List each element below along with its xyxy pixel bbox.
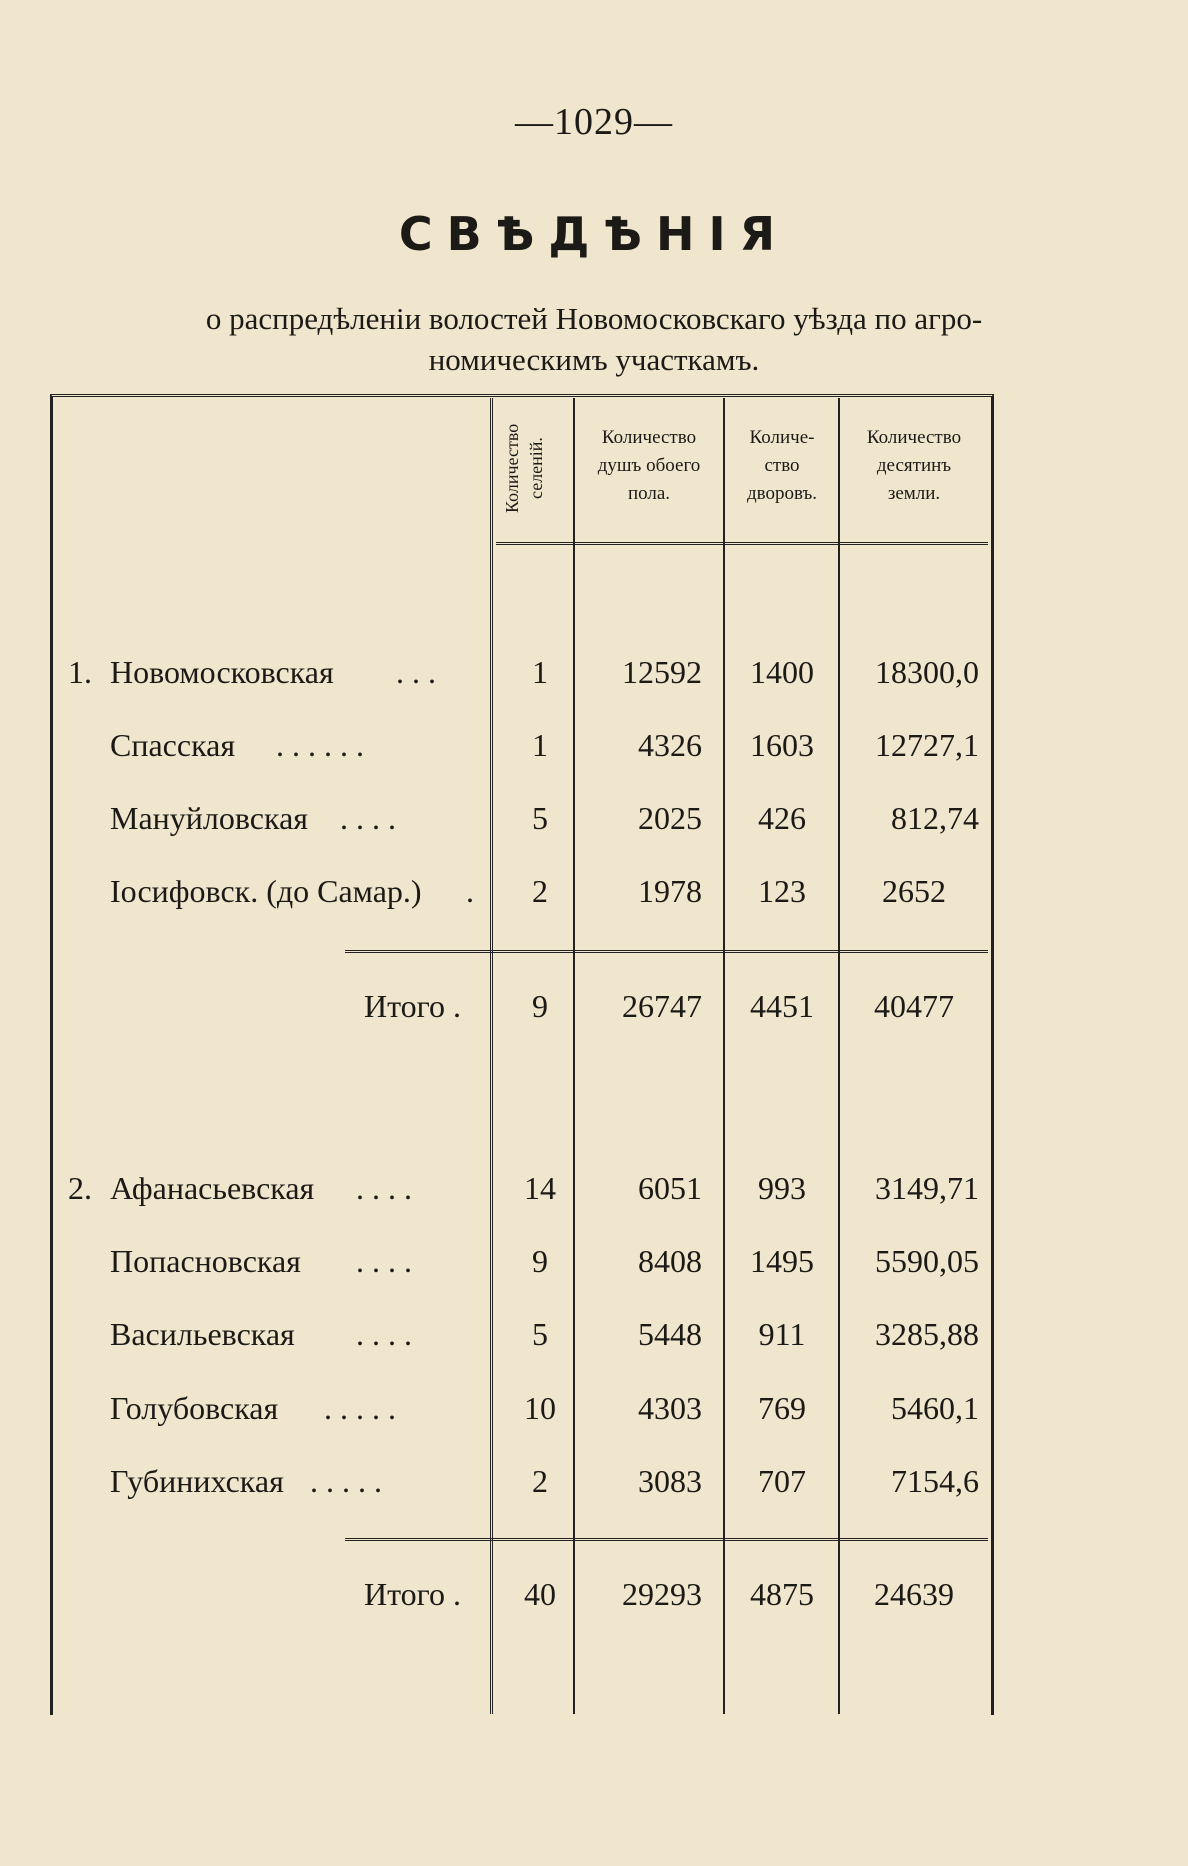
total-label: Итого . bbox=[364, 988, 461, 1024]
land-cell: 5590,05 bbox=[875, 1243, 979, 1279]
households-cell: 707 bbox=[758, 1463, 806, 1499]
villages-cell: 2 bbox=[532, 873, 548, 909]
subtotal-rule bbox=[345, 1538, 988, 1541]
souls-cell: 5448 bbox=[638, 1316, 702, 1352]
volost-name: Попасновская bbox=[110, 1243, 301, 1279]
souls-cell: 4303 bbox=[638, 1390, 702, 1426]
row-number: 1. bbox=[68, 654, 92, 690]
volost-name: Мануйловская bbox=[110, 800, 308, 836]
header-line: Количество bbox=[866, 427, 962, 448]
households-cell: 1495 bbox=[750, 1243, 814, 1279]
leader-dots: . . . . bbox=[356, 1316, 412, 1352]
villages-total: 40 bbox=[524, 1576, 556, 1612]
land-total: 24639 bbox=[874, 1576, 954, 1612]
document-subtitle bbox=[60, 298, 1128, 380]
households-cell: 1603 bbox=[750, 727, 814, 763]
souls-cell: 4326 bbox=[638, 727, 702, 763]
volost-name: Васильевская bbox=[110, 1316, 295, 1352]
header-line: ство bbox=[764, 455, 800, 476]
document-title: СВѢДѢНІЯ bbox=[398, 207, 790, 261]
subtitle-line: о распредѣленіи волостей Новомосковскаго уѣзда по агро- bbox=[205, 301, 983, 336]
leader-dots: . bbox=[466, 873, 474, 909]
header-line: десятинъ bbox=[876, 455, 952, 476]
land-cell: 12727,1 bbox=[875, 727, 979, 763]
souls-cell: 1978 bbox=[638, 873, 702, 909]
villages-cell: 10 bbox=[524, 1390, 556, 1426]
leader-dots: . . . . bbox=[356, 1243, 412, 1279]
land-total: 40477 bbox=[874, 988, 954, 1024]
leader-dots: . . . . bbox=[356, 1170, 412, 1206]
column-rule bbox=[723, 398, 725, 1714]
volost-name: Афанасьевская bbox=[110, 1170, 315, 1206]
header-land bbox=[841, 424, 987, 508]
land-cell: 3285,88 bbox=[875, 1316, 979, 1352]
souls-total: 26747 bbox=[622, 988, 702, 1024]
households-cell: 123 bbox=[758, 873, 806, 909]
souls-total: 29293 bbox=[622, 1576, 702, 1612]
header-rule bbox=[496, 542, 988, 545]
households-cell: 426 bbox=[758, 800, 806, 836]
households-total: 4451 bbox=[750, 988, 814, 1024]
households-cell: 993 bbox=[758, 1170, 806, 1206]
souls-cell: 8408 bbox=[638, 1243, 702, 1279]
header-line: земли. bbox=[887, 483, 941, 504]
villages-cell: 5 bbox=[532, 1316, 548, 1352]
leader-dots: . . . bbox=[396, 654, 436, 690]
header-line: пола. bbox=[627, 483, 671, 504]
header-villages: Количество селеній. bbox=[502, 423, 546, 513]
villages-cell: 1 bbox=[532, 654, 548, 690]
header-souls bbox=[576, 424, 722, 508]
header-line: Количе- bbox=[749, 427, 815, 448]
column-rule bbox=[838, 398, 840, 1714]
page-number: —1029— bbox=[515, 101, 673, 143]
total-label: Итого . bbox=[364, 1576, 461, 1612]
column-rule bbox=[490, 398, 497, 1714]
column-rule bbox=[573, 398, 575, 1714]
volost-name: Губинихская bbox=[110, 1463, 284, 1499]
subtitle-line: номическимъ участкамъ. bbox=[428, 342, 760, 377]
households-total: 4875 bbox=[750, 1576, 814, 1612]
villages-total: 9 bbox=[532, 988, 548, 1024]
land-cell: 2652 bbox=[882, 873, 946, 909]
households-cell: 911 bbox=[758, 1316, 806, 1352]
header-line: душъ обоего bbox=[597, 455, 701, 476]
volost-name: Новомосковская bbox=[110, 654, 334, 690]
households-cell: 1400 bbox=[750, 654, 814, 690]
leader-dots: . . . . bbox=[340, 800, 396, 836]
souls-cell: 3083 bbox=[638, 1463, 702, 1499]
households-cell: 769 bbox=[758, 1390, 806, 1426]
souls-cell: 12592 bbox=[622, 654, 702, 690]
land-cell: 812,74 bbox=[891, 800, 979, 836]
souls-cell: 6051 bbox=[638, 1170, 702, 1206]
leader-dots: . . . . . bbox=[324, 1390, 396, 1426]
header-line: дворовъ. bbox=[746, 483, 818, 504]
header-households bbox=[726, 424, 838, 508]
villages-cell: 1 bbox=[532, 727, 548, 763]
villages-cell: 5 bbox=[532, 800, 548, 836]
souls-cell: 2025 bbox=[638, 800, 702, 836]
land-cell: 18300,0 bbox=[875, 654, 979, 690]
leader-dots: . . . . . . bbox=[276, 727, 364, 763]
villages-cell: 2 bbox=[532, 1463, 548, 1499]
leader-dots: . . . . . bbox=[310, 1463, 382, 1499]
volost-name: Голубовская bbox=[110, 1390, 279, 1426]
subtotal-rule bbox=[345, 950, 988, 953]
volost-name: Спасская bbox=[110, 727, 236, 763]
land-cell: 3149,71 bbox=[875, 1170, 979, 1206]
header-line: Количество bbox=[601, 427, 697, 448]
data-table bbox=[50, 394, 994, 1715]
row-number: 2. bbox=[68, 1170, 92, 1206]
volost-name: Іосифовск. (до Самар.) bbox=[110, 873, 422, 909]
villages-cell: 14 bbox=[524, 1170, 556, 1206]
land-cell: 7154,6 bbox=[891, 1463, 979, 1499]
land-cell: 5460,1 bbox=[891, 1390, 979, 1426]
villages-cell: 9 bbox=[532, 1243, 548, 1279]
